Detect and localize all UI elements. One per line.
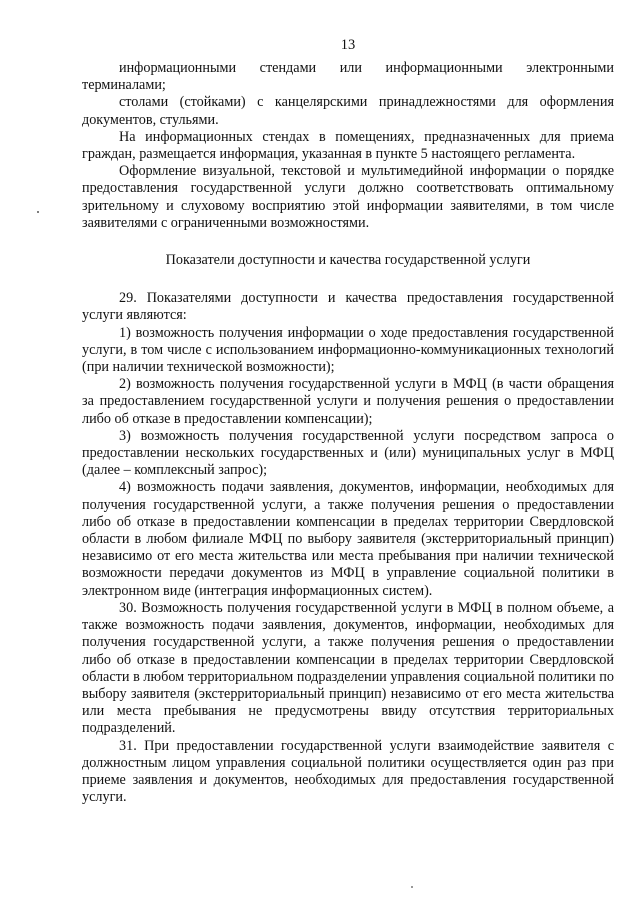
- paragraph-29-item-4: 4) возможность подачи заявления, документов, информации, необходимых для получения государственной услуги, а также получения решения о предоставлении либо об отказе в предоставлении компенсации в пределах территории Свердловской области в любом филиале МФЦ по выбору заявителя (экстерриториальный принцип) независимо от его места жительства или места пребывания при наличии технической возможности передачи документов из МФЦ в управление социальной политики в электронном виде (интеграция информационных систем).: [82, 479, 614, 599]
- top-section: [82, 60, 614, 232]
- body-section: [82, 290, 614, 806]
- page-number: 13: [340, 37, 356, 53]
- paragraph-stands: информационными стендами или информационными электронными терминалами;: [82, 60, 614, 94]
- paragraph-29: 29. Показателями доступности и качества предоставления государственной услуги являются:: [82, 290, 614, 324]
- paragraph-29-item-2: 2) возможность получения государственной услуги в МФЦ (в части обращения за предоставлением государственной услуги и получения решения о предоставлении либо об отказе в предоставлении компенсации);: [82, 376, 614, 427]
- margin-mark: [37, 211, 39, 213]
- paragraph-tables: столами (стойками) с канцелярскими принадлежностями для оформления документов, стульями.: [82, 94, 614, 128]
- paragraph-30: 30. Возможность получения государственной услуги в МФЦ в полном объеме, а также возможность подачи заявления, документов, информации, необходимых для получения государственной услуги, а также получения решения о предоставлении либо об отказе в предоставлении компенсации в пределах территории Свердловской области в любом территориальном подразделении управления социальной политики по выбору заявителя (экстерриториальный принцип) независимо от его места жительства или места пребывания не предусмотрены ввиду отсутствия территориальных подразделений.: [82, 599, 614, 737]
- paragraph-31: 31. При предоставлении государственной услуги взаимодействие заявителя с должностным лицом управления социальной политики осуществляется один раз при приеме заявления и документов, необходимых для предоставления государственной услуги.: [82, 737, 614, 806]
- bottom-mark: [411, 886, 413, 888]
- paragraph-29-item-3: 3) возможность получения государственной услуги посредством запроса о предоставлении нескольких государственных и (или) муниципальных услуг в МФЦ (далее – комплексный запрос);: [82, 427, 614, 479]
- paragraph-29-item-1: 1) возможность получения информации о ходе предоставления государственной услуги, в том числе с использованием информационно-коммуникационных технологий (при наличии технической возможности);: [82, 324, 614, 376]
- paragraph-visual-info: Оформление визуальной, текстовой и мультимедийной информации о порядке предоставления государственной услуги должно соответствовать оптимальному зрительному и слуховому восприятию этой информации заявителями, в том числе заявителями с ограниченными возможностями.: [82, 163, 614, 231]
- paragraph-info-stands: На информационных стендах в помещениях, предназначенных для приема граждан, размещается информация, указанная в пункте 5 настоящего регламента.: [82, 128, 614, 163]
- section-heading: Показатели доступности и качества государственной услуги: [165, 252, 531, 269]
- document-page: [82, 36, 614, 806]
